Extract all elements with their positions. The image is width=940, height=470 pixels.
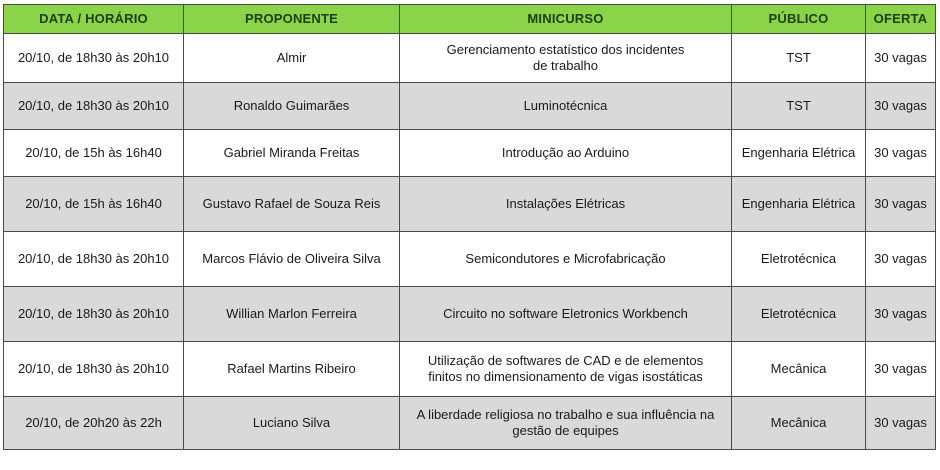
cell-proponente: Ronaldo Guimarães <box>184 83 400 130</box>
cell-proponente: Luciano Silva <box>184 397 400 450</box>
cell-publico: TST <box>732 34 866 83</box>
cell-data-horario: 20/10, de 18h30 às 20h10 <box>4 232 184 287</box>
cell-proponente: Rafael Martins Ribeiro <box>184 342 400 397</box>
cell-minicurso: Circuito no software Eletronics Workbench <box>400 287 732 342</box>
header-data-horario: DATA / HORÁRIO <box>4 5 184 34</box>
table-row <box>4 177 936 232</box>
cell-proponente: Marcos Flávio de Oliveira Silva <box>184 232 400 287</box>
table-row <box>4 130 936 177</box>
table-row <box>4 287 936 342</box>
cell-publico: Eletrotécnica <box>732 232 866 287</box>
cell-oferta: 30 vagas <box>866 232 936 287</box>
cell-minicurso: Utilização de softwares de CAD e de elementos finitos no dimensionamento de vigas isostáticas <box>400 342 732 397</box>
cell-publico: Mecânica <box>732 342 866 397</box>
cell-oferta: 30 vagas <box>866 342 936 397</box>
header-minicurso: MINICURSO <box>400 5 732 34</box>
cell-minicurso: Semicondutores e Microfabricação <box>400 232 732 287</box>
cell-data-horario: 20/10, de 18h30 às 20h10 <box>4 342 184 397</box>
cell-proponente: Gabriel Miranda Freitas <box>184 130 400 177</box>
cell-minicurso: Luminotécnica <box>400 83 732 130</box>
table-row <box>4 232 936 287</box>
minicursos-table <box>3 4 936 450</box>
cell-publico: Mecânica <box>732 397 866 450</box>
cell-proponente: Gustavo Rafael de Souza Reis <box>184 177 400 232</box>
cell-data-horario: 20/10, de 18h30 às 20h10 <box>4 34 184 83</box>
cell-oferta: 30 vagas <box>866 83 936 130</box>
cell-publico: Engenharia Elétrica <box>732 130 866 177</box>
header-row <box>4 5 936 34</box>
header-proponente: PROPONENTE <box>184 5 400 34</box>
cell-oferta: 30 vagas <box>866 130 936 177</box>
cell-proponente: Almir <box>184 34 400 83</box>
table-row <box>4 342 936 397</box>
table-row <box>4 34 936 83</box>
cell-proponente: Willian Marlon Ferreira <box>184 287 400 342</box>
header-oferta: OFERTA <box>866 5 936 34</box>
header-publico: PÚBLICO <box>732 5 866 34</box>
table-row <box>4 397 936 450</box>
cell-data-horario: 20/10, de 15h às 16h40 <box>4 130 184 177</box>
cell-data-horario: 20/10, de 18h30 às 20h10 <box>4 287 184 342</box>
cell-minicurso: Instalações Elétricas <box>400 177 732 232</box>
cell-publico: Engenharia Elétrica <box>732 177 866 232</box>
cell-data-horario: 20/10, de 18h30 às 20h10 <box>4 83 184 130</box>
cell-data-horario: 20/10, de 20h20 às 22h <box>4 397 184 450</box>
cell-oferta: 30 vagas <box>866 287 936 342</box>
cell-minicurso: Introdução ao Arduino <box>400 130 732 177</box>
cell-oferta: 30 vagas <box>866 34 936 83</box>
table-row <box>4 83 936 130</box>
cell-publico: Eletrotécnica <box>732 287 866 342</box>
cell-minicurso: Gerenciamento estatístico dos incidentes de trabalho <box>400 34 732 83</box>
cell-oferta: 30 vagas <box>866 177 936 232</box>
schedule-table-container <box>3 4 936 450</box>
cell-data-horario: 20/10, de 15h às 16h40 <box>4 177 184 232</box>
cell-oferta: 30 vagas <box>866 397 936 450</box>
cell-publico: TST <box>732 83 866 130</box>
cell-minicurso: A liberdade religiosa no trabalho e sua influência na gestão de equipes <box>400 397 732 450</box>
